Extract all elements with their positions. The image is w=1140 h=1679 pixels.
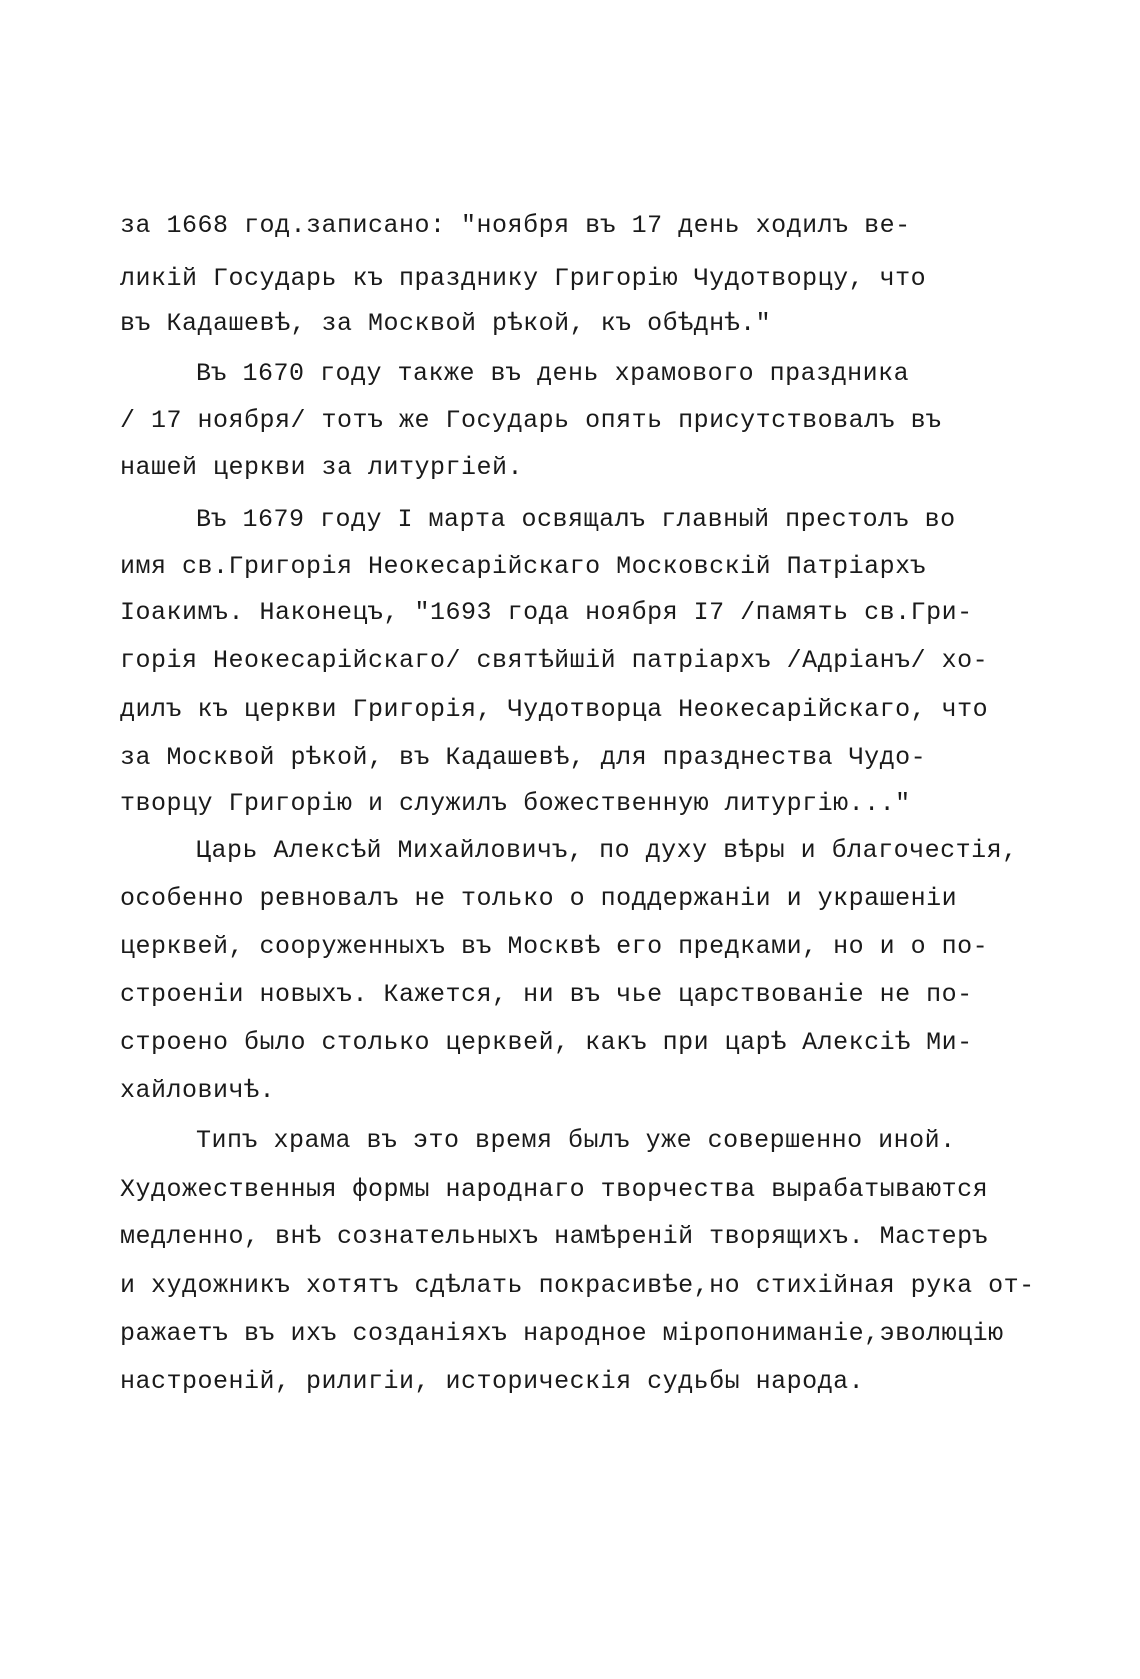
text-line: горія Неокесарійскаго/ святѣйшій патріархъ /Адріанъ/ хо- <box>120 646 989 675</box>
text-line: Художественныя формы народнаго творчества вырабатываются <box>120 1175 989 1204</box>
text-line: за 1668 год.записано: "ноября въ 17 день ходилъ ве- <box>120 211 911 240</box>
text-line: Типъ храма въ это время былъ уже совершенно иной. <box>196 1126 956 1155</box>
text-line: Въ 1670 году также въ день храмового праздника <box>196 359 910 388</box>
text-line: Царь Алексѣй Михайловичъ, по духу вѣры и благочестія, <box>196 836 1018 865</box>
text-line: особенно ревновалъ не только о поддержаніи и украшеніи <box>120 884 958 913</box>
text-line: ликій Государь къ празднику Григорію Чудотворцу, что <box>120 264 927 293</box>
text-line: Въ 1679 году I марта освящалъ главный престолъ во <box>196 505 956 534</box>
text-line: Іоакимъ. Наконецъ, "1693 года ноября I7 /память св.Гри- <box>120 598 973 627</box>
text-line: и художникъ хотятъ сдѣлать покрасивѣе,но стихійная рука от- <box>120 1271 1035 1300</box>
text-line: строено было столько церквей, какъ при царѣ Алексіѣ Ми- <box>120 1028 973 1057</box>
text-line: / 17 ноября/ тотъ же Государь опять присутствовалъ въ <box>120 406 942 435</box>
text-line: нашей церкви за литургіей. <box>120 453 524 482</box>
text-line: имя св.Григорія Неокесарійскаго Московскій Патріархъ <box>120 552 927 581</box>
text-line: творцу Григорію и служилъ божественную литургію..." <box>120 789 911 818</box>
text-line: строеніи новыхъ. Кажется, ни въ чье царствованіе не по- <box>120 980 973 1009</box>
text-line: дилъ къ церкви Григорія, Чудотворца Неокесарійскаго, что <box>120 695 989 724</box>
text-line: за Москвой рѣкой, въ Кадашевѣ, для празднества Чудо- <box>120 743 927 772</box>
text-line: медленно, внѣ сознательныхъ намѣреній творящихъ. Мастеръ <box>120 1222 989 1251</box>
text-line: ражаетъ въ ихъ созданіяхъ народное міропониманіе,эволюцію <box>120 1319 1004 1348</box>
text-line: церквей, сооруженныхъ въ Москвѣ его предками, но и о по- <box>120 932 989 961</box>
text-line: въ Кадашевѣ, за Москвой рѣкой, къ обѣднѣ." <box>120 309 772 338</box>
text-line: настроеній, рилигіи, историческія судьбы народа. <box>120 1367 865 1396</box>
text-line: хайловичѣ. <box>120 1076 276 1105</box>
